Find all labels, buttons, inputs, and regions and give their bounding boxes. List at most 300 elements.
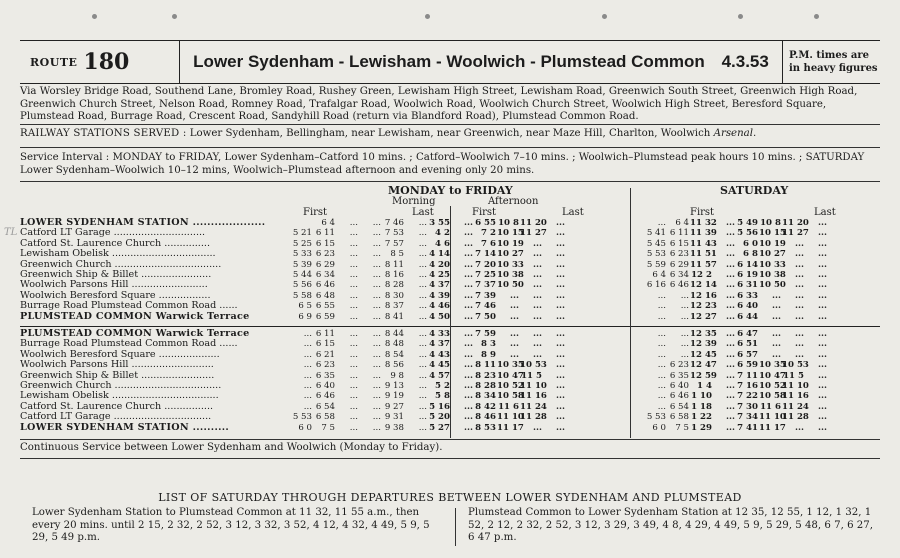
time-cell: 11 10 bbox=[782, 380, 809, 391]
time-cell: 8 42 bbox=[475, 401, 496, 412]
time-row bbox=[644, 371, 828, 381]
time-cell: ... bbox=[418, 360, 427, 371]
time-cell: 5 44 bbox=[292, 269, 312, 280]
time-cell: 7 34 bbox=[737, 412, 758, 423]
pm-note bbox=[782, 41, 880, 83]
time-cell: ... bbox=[464, 412, 473, 423]
time-cell: 11 32 bbox=[690, 218, 717, 228]
time-cell: 7 57 bbox=[384, 238, 404, 249]
time-cell: 1 10 bbox=[691, 391, 712, 402]
time-cell: 6 59 bbox=[737, 360, 758, 371]
time-cell: ... bbox=[556, 401, 565, 412]
time-row bbox=[644, 291, 828, 301]
time-cell: 6 57 bbox=[737, 349, 758, 360]
time-cell: 7 53 bbox=[384, 228, 404, 239]
time-cell: 11 10 bbox=[759, 412, 786, 423]
list-divider bbox=[455, 508, 456, 546]
time-cell: 7 22 bbox=[737, 391, 758, 402]
divider bbox=[20, 147, 880, 148]
time-cell: 7 59 bbox=[475, 329, 496, 339]
punch-hole bbox=[172, 14, 177, 19]
time-cell: ... bbox=[533, 349, 542, 360]
time-cell: 6 58 bbox=[669, 412, 689, 423]
mf-afternoon-last-label: Last bbox=[562, 207, 584, 218]
time-cell: 6 54 bbox=[315, 401, 335, 412]
time-cell: ... bbox=[349, 238, 358, 249]
time-cell: ... bbox=[657, 218, 666, 228]
time-cell: ... bbox=[533, 280, 542, 291]
stop-name: Greenwich Ship & Billet ....................... bbox=[20, 269, 212, 280]
time-cell: ... bbox=[795, 249, 804, 260]
time-cell: 1 18 bbox=[691, 401, 712, 412]
time-cell: ... bbox=[795, 259, 804, 270]
time-cell: 10 58 bbox=[497, 391, 524, 402]
time-cell: 10 8 bbox=[498, 218, 519, 228]
time-cell: ... bbox=[556, 360, 565, 371]
time-cell: 10 53 bbox=[520, 360, 547, 371]
time-cell: 5 58 bbox=[292, 290, 312, 301]
time-row bbox=[290, 381, 566, 391]
time-cell: ... bbox=[418, 349, 427, 360]
stop-name: PLUMSTEAD COMMON Warwick Terrace bbox=[20, 329, 250, 339]
time-cell: ... bbox=[418, 329, 427, 339]
time-cell: ... bbox=[818, 301, 827, 312]
time-cell: ... bbox=[657, 370, 666, 381]
time-cell: 6 23 bbox=[315, 360, 335, 371]
time-cell: ... bbox=[795, 329, 804, 339]
stop-name: Catford LT Garage .............................. bbox=[20, 228, 206, 239]
time-cell: 11 20 bbox=[520, 218, 547, 228]
time-cell: 6 16 bbox=[646, 280, 666, 291]
pm-note-line-2: in heavy figures bbox=[789, 63, 878, 74]
time-row bbox=[644, 350, 828, 360]
time-cell: 6 58 bbox=[315, 412, 335, 423]
time-cell: 7 16 bbox=[737, 380, 758, 391]
saturday-list-inbound: Plumstead Common to Lower Sydenham Station at 12 35, 12 55, 1 12, 1 32, 1 52, 2 12, 2 32, 2 52, 3 12, 3 29, 3 49, 4 8, 4 29, 4 49, 5 9, 5 29, 5 48, 6 7, 6 27, 6 47 p.m. bbox=[468, 507, 873, 543]
time-cell: ... bbox=[556, 280, 565, 291]
stop-name: Greenwich Ship & Billet ........................ bbox=[20, 370, 215, 381]
time-cell: 4 43 bbox=[429, 349, 450, 360]
time-cell: ... bbox=[372, 218, 381, 228]
time-cell: ... bbox=[349, 349, 358, 360]
time-cell: 6 19 bbox=[737, 269, 758, 280]
time-cell: 7 25 bbox=[475, 269, 496, 280]
time-cell: ... bbox=[349, 269, 358, 280]
time-cell: ... bbox=[372, 401, 381, 412]
time-cell: 5 20 bbox=[429, 412, 450, 423]
time-cell: 8 34 bbox=[475, 391, 496, 402]
time-cell: 6 0 bbox=[743, 238, 758, 249]
time-cell: ... bbox=[680, 329, 689, 339]
time-cell: 8 30 bbox=[384, 290, 404, 301]
time-cell: ... bbox=[556, 370, 565, 381]
time-cell: ... bbox=[795, 311, 804, 322]
timetable bbox=[20, 184, 880, 440]
time-cell: 8 44 bbox=[384, 329, 404, 339]
route-label: ROUTE bbox=[30, 55, 78, 69]
time-cell: 4 20 bbox=[429, 259, 450, 270]
time-cell: ... bbox=[349, 311, 358, 322]
time-cell: ... bbox=[726, 391, 735, 402]
time-cell: ... bbox=[418, 238, 427, 249]
time-cell: ... bbox=[772, 329, 781, 339]
route-date: 4.3.53 bbox=[721, 52, 769, 71]
time-cell: 11 16 bbox=[782, 391, 809, 402]
time-cell: 8 53 bbox=[475, 422, 496, 433]
stop-name: Catford LT Garage ................................ bbox=[20, 412, 212, 423]
time-cell: ... bbox=[418, 228, 427, 239]
stop-name: Woolwich Beresford Square .................... bbox=[20, 349, 220, 360]
time-row bbox=[290, 412, 566, 422]
time-cell: 10 53 bbox=[782, 360, 809, 371]
time-cell: ... bbox=[418, 269, 427, 280]
time-cell: ... bbox=[657, 301, 666, 312]
time-cell: ... bbox=[556, 249, 565, 260]
time-cell: ... bbox=[818, 339, 827, 350]
time-cell: ... bbox=[726, 380, 735, 391]
time-cell: ... bbox=[556, 329, 565, 339]
time-cell: ... bbox=[464, 329, 473, 339]
time-row bbox=[290, 239, 566, 249]
time-cell: ... bbox=[726, 311, 735, 322]
time-cell: 8 16 bbox=[384, 269, 404, 280]
time-cell: ... bbox=[464, 269, 473, 280]
stop-name: LOWER SYDENHAM STATION .................... bbox=[20, 218, 266, 228]
time-cell: 4 50 bbox=[429, 311, 450, 322]
time-cell: 5 39 bbox=[292, 259, 312, 270]
time-row bbox=[644, 412, 828, 422]
time-cell: 11 43 bbox=[690, 238, 717, 249]
time-cell: ... bbox=[556, 422, 565, 433]
time-cell: 7 37 bbox=[475, 280, 496, 291]
inbound-mf-times bbox=[290, 329, 566, 433]
time-cell: ... bbox=[772, 290, 781, 301]
time-cell: ... bbox=[818, 228, 827, 239]
time-cell: ... bbox=[726, 360, 735, 371]
time-cell: 8 11 bbox=[384, 259, 404, 270]
time-cell: ... bbox=[533, 422, 542, 433]
time-cell: ... bbox=[418, 290, 427, 301]
time-row bbox=[644, 339, 828, 349]
time-cell: ... bbox=[464, 259, 473, 270]
time-row bbox=[290, 350, 566, 360]
time-cell: 10 35 bbox=[497, 360, 524, 371]
time-cell: 6 4 bbox=[675, 218, 689, 228]
time-cell: ... bbox=[726, 249, 735, 260]
time-cell: 9 27 bbox=[384, 401, 404, 412]
time-cell: ... bbox=[349, 280, 358, 291]
time-cell: 5 27 bbox=[429, 422, 450, 433]
time-row bbox=[290, 280, 566, 290]
time-cell: ... bbox=[818, 259, 827, 270]
time-cell: 11 20 bbox=[782, 218, 809, 228]
sat-heading: SATURDAY bbox=[720, 184, 789, 197]
time-cell: 6 9 bbox=[298, 311, 312, 322]
time-cell: ... bbox=[533, 259, 542, 270]
time-cell: ... bbox=[303, 401, 312, 412]
time-cell: 11 6 bbox=[760, 401, 781, 412]
time-cell: ... bbox=[303, 380, 312, 391]
time-cell: ... bbox=[533, 339, 542, 350]
time-cell: 6 15 bbox=[669, 238, 689, 249]
time-cell: 8 3 bbox=[481, 339, 496, 350]
time-cell: ... bbox=[464, 422, 473, 433]
time-cell: 6 46 bbox=[669, 280, 689, 291]
time-cell: ... bbox=[818, 360, 827, 371]
time-cell: ... bbox=[372, 249, 381, 260]
stop-name: LOWER SYDENHAM STATION .......... bbox=[20, 422, 230, 433]
time-cell: 6 11 bbox=[315, 329, 335, 339]
stop-name: Burrage Road Plumstead Common Road ...... bbox=[20, 339, 238, 350]
time-cell: 11 39 bbox=[690, 228, 717, 239]
time-cell: ... bbox=[303, 329, 312, 339]
time-cell: 11 16 bbox=[520, 391, 547, 402]
railway-stations bbox=[20, 128, 880, 139]
time-cell: ... bbox=[418, 391, 427, 402]
time-cell: ... bbox=[818, 349, 827, 360]
stop-name: Burrage Road Plumstead Common Road ...... bbox=[20, 301, 238, 312]
time-cell: 5 16 bbox=[429, 401, 450, 412]
time-cell: ... bbox=[464, 380, 473, 391]
railway-text: Lower Sydenham, Bellingham, near Lewisham, near Greenwich, near Maze Hill, Charlton, Woolwich bbox=[189, 128, 711, 139]
service-interval: Service Interval : MONDAY to FRIDAY, Lower Sydenham–Catford 10 mins. ; Catford–Woolwich 7–10 mins. ; Woolwich–Plumstead peak hours 10 mins. ; SATURDAY Lower Sydenham–Woolwich 10–12 mins, Woolwich–Plumstead afternoon and evening only 20 mins. bbox=[20, 152, 865, 176]
time-cell: 9 38 bbox=[384, 422, 404, 433]
column-divider bbox=[630, 188, 631, 438]
time-cell: 6 11 bbox=[315, 228, 335, 239]
time-cell: ... bbox=[556, 311, 565, 322]
time-row bbox=[644, 329, 828, 339]
time-cell: ... bbox=[418, 380, 427, 391]
time-cell: ... bbox=[533, 290, 542, 301]
time-cell: ... bbox=[349, 360, 358, 371]
stop-name: Greenwich Church ................................... bbox=[20, 380, 222, 391]
time-cell: ... bbox=[464, 349, 473, 360]
time-cell: 11 10 bbox=[497, 412, 524, 423]
time-cell: 10 19 bbox=[759, 238, 786, 249]
time-cell: ... bbox=[556, 301, 565, 312]
time-cell: ... bbox=[418, 259, 427, 270]
divider bbox=[20, 439, 880, 440]
time-cell: 10 50 bbox=[497, 280, 524, 291]
time-cell: 11 10 bbox=[520, 380, 547, 391]
time-cell: 10 19 bbox=[497, 238, 524, 249]
time-cell: 11 27 bbox=[782, 228, 809, 239]
time-cell: ... bbox=[726, 218, 735, 228]
time-cell: 5 59 bbox=[646, 259, 666, 270]
time-cell: 11 28 bbox=[520, 412, 547, 423]
time-row bbox=[290, 360, 566, 370]
time-cell: ... bbox=[772, 349, 781, 360]
stop-name: PLUMSTEAD COMMON Warwick Terrace bbox=[20, 311, 250, 322]
time-cell: ... bbox=[818, 238, 827, 249]
time-cell: ... bbox=[533, 329, 542, 339]
time-cell: ... bbox=[372, 360, 381, 371]
time-cell: 7 11 bbox=[737, 370, 758, 381]
time-cell: 10 33 bbox=[759, 259, 786, 270]
time-cell: 1 22 bbox=[691, 412, 712, 423]
time-cell: ... bbox=[726, 349, 735, 360]
time-cell: ... bbox=[464, 311, 473, 322]
time-cell: ... bbox=[349, 259, 358, 270]
saturday-list-outbound: Lower Sydenham Station to Plumstead Common at 11 32, 11 55 a.m., then every 20 mins. until 2 15, 2 32, 2 52, 3 12, 3 32, 3 52, 4 12, 4 32, 4 49, 5 9, 5 29, 5 49 p.m. bbox=[32, 507, 430, 543]
outbound-stops bbox=[20, 218, 290, 322]
time-cell: ... bbox=[680, 301, 689, 312]
time-cell: 8 46 bbox=[475, 412, 496, 423]
time-cell: 10 47 bbox=[759, 370, 786, 381]
time-cell: 10 8 bbox=[760, 218, 781, 228]
time-cell: 6 21 bbox=[315, 349, 335, 360]
time-cell: ... bbox=[510, 339, 519, 350]
railway-arsenal: Arsenal. bbox=[713, 128, 757, 139]
time-cell: ... bbox=[657, 380, 666, 391]
time-cell: 4 14 bbox=[429, 249, 450, 260]
inbound-stops bbox=[20, 329, 290, 433]
time-cell: ... bbox=[464, 280, 473, 291]
time-row bbox=[644, 249, 828, 259]
time-cell: 6 4 bbox=[321, 218, 335, 228]
time-cell: 4 6 bbox=[435, 238, 450, 249]
time-row bbox=[644, 270, 828, 280]
time-cell: 6 34 bbox=[669, 269, 689, 280]
time-cell: 11 17 bbox=[497, 422, 524, 433]
time-cell: ... bbox=[556, 339, 565, 350]
time-cell: ... bbox=[772, 301, 781, 312]
time-cell: ... bbox=[533, 249, 542, 260]
time-cell: 7 2 bbox=[481, 228, 496, 239]
time-cell: ... bbox=[556, 380, 565, 391]
time-cell: ... bbox=[418, 249, 427, 260]
time-cell: ... bbox=[349, 290, 358, 301]
time-cell: ... bbox=[372, 349, 381, 360]
time-cell: 6 51 bbox=[737, 339, 758, 350]
time-cell: ... bbox=[680, 339, 689, 350]
time-cell: ... bbox=[372, 391, 381, 402]
time-cell: ... bbox=[726, 228, 735, 239]
route-header bbox=[20, 40, 880, 84]
time-cell: ... bbox=[372, 422, 381, 433]
outbound-sat-times bbox=[644, 218, 828, 322]
time-cell: 10 38 bbox=[497, 269, 524, 280]
time-cell: ... bbox=[818, 370, 827, 381]
time-cell: ... bbox=[772, 311, 781, 322]
time-cell: ... bbox=[657, 391, 666, 402]
stop-name: Lewisham Obelisk .................................. bbox=[20, 249, 216, 260]
time-cell: ... bbox=[795, 280, 804, 291]
route-via: Via Worsley Bridge Road, Southend Lane, Bromley Road, Rushey Green, Lewisham High Street, Lewisham Road, Greenwich South Street, Greenwich High Road, Greenwich Church Street, Nelson Road, Romney Road, Trafalgar Road, Woolwich Road, Woolwich Church Street, Woolwich High Street, Beresford Square, Plumstead Road, Burrage Road, Crescent Road, Sandyhill Road (return via Blandford Road), Plumstead Common Road. bbox=[20, 86, 858, 122]
time-cell: ... bbox=[680, 349, 689, 360]
sat-first-label: First bbox=[690, 207, 715, 218]
time-cell: 11 6 bbox=[498, 401, 519, 412]
time-cell: ... bbox=[657, 339, 666, 350]
time-cell: 10 15 bbox=[759, 228, 786, 239]
time-cell: 7 14 bbox=[475, 249, 496, 260]
time-cell: ... bbox=[680, 311, 689, 322]
time-cell: 5 25 bbox=[292, 238, 312, 249]
time-cell: 6 29 bbox=[669, 259, 689, 270]
time-cell: ... bbox=[349, 329, 358, 339]
time-cell: ... bbox=[349, 249, 358, 260]
divider bbox=[20, 458, 880, 459]
time-cell: ... bbox=[818, 401, 827, 412]
time-cell: 10 52 bbox=[759, 380, 786, 391]
afternoon-label: Afternoon bbox=[488, 196, 539, 207]
time-row bbox=[290, 402, 566, 412]
time-cell: 6 33 bbox=[737, 290, 758, 301]
route-title-text: Lower Sydenham - Lewisham - Woolwich - Plumstead Common bbox=[193, 52, 705, 71]
stop-name: Woolwich Beresford Square ................. bbox=[20, 290, 211, 301]
time-cell: 5 49 bbox=[737, 218, 758, 228]
time-row bbox=[644, 218, 828, 228]
time-cell: ... bbox=[726, 259, 735, 270]
time-cell: 7 39 bbox=[475, 290, 496, 301]
time-cell: ... bbox=[464, 360, 473, 371]
time-cell: ... bbox=[795, 349, 804, 360]
mf-afternoon-first-label: First bbox=[472, 207, 497, 218]
time-cell: ... bbox=[372, 339, 381, 350]
time-cell: 12 59 bbox=[690, 370, 717, 381]
time-cell: 5 21 bbox=[292, 228, 312, 239]
stop-name: Catford St. Laurence Church ............... bbox=[20, 238, 210, 249]
time-cell: ... bbox=[726, 339, 735, 350]
time-cell: ... bbox=[726, 269, 735, 280]
time-cell: 5 53 bbox=[292, 412, 312, 423]
time-cell: 9 31 bbox=[384, 412, 404, 423]
stop-name: Woolwich Parsons Hill ........................... bbox=[20, 360, 214, 371]
stop-name: Lewisham Obelisk ................................... bbox=[20, 391, 219, 402]
time-cell: ... bbox=[818, 269, 827, 280]
time-cell: ... bbox=[464, 249, 473, 260]
time-cell: ... bbox=[349, 401, 358, 412]
time-cell: ... bbox=[349, 370, 358, 381]
time-cell: ... bbox=[372, 412, 381, 423]
time-cell: ... bbox=[556, 259, 565, 270]
time-cell bbox=[290, 218, 313, 228]
punch-hole bbox=[602, 14, 607, 19]
time-cell: 11 27 bbox=[520, 228, 547, 239]
time-cell: 6 23 bbox=[669, 360, 689, 371]
time-cell: 8 41 bbox=[384, 311, 404, 322]
column-divider bbox=[450, 206, 451, 438]
time-cell: 8 54 bbox=[384, 349, 404, 360]
time-cell: ... bbox=[372, 380, 381, 391]
time-cell: 6 15 bbox=[315, 238, 335, 249]
time-cell: ... bbox=[303, 339, 312, 350]
time-cell: 4 46 bbox=[429, 301, 450, 312]
time-cell: ... bbox=[418, 280, 427, 291]
time-cell: 6 31 bbox=[737, 280, 758, 291]
time-cell: 6 4 bbox=[652, 269, 666, 280]
time-cell: ... bbox=[726, 280, 735, 291]
time-row bbox=[644, 260, 828, 270]
time-cell: ... bbox=[818, 422, 827, 433]
time-cell: 4 39 bbox=[429, 290, 450, 301]
time-cell: 6 35 bbox=[315, 370, 335, 381]
time-cell: ... bbox=[680, 290, 689, 301]
time-cell: 7 50 bbox=[475, 311, 496, 322]
time-cell: ... bbox=[372, 301, 381, 312]
time-cell: ... bbox=[349, 391, 358, 402]
time-cell: 3 55 bbox=[429, 218, 450, 228]
time-cell: 10 15 bbox=[497, 228, 524, 239]
time-cell: 10 27 bbox=[759, 249, 786, 260]
time-cell: 1 4 bbox=[697, 380, 712, 391]
time-row bbox=[644, 280, 828, 290]
sat-last-label: Last bbox=[814, 207, 836, 218]
time-cell: ... bbox=[818, 280, 827, 291]
time-cell: ... bbox=[726, 329, 735, 339]
punch-hole bbox=[92, 14, 97, 19]
time-cell: ... bbox=[464, 290, 473, 301]
